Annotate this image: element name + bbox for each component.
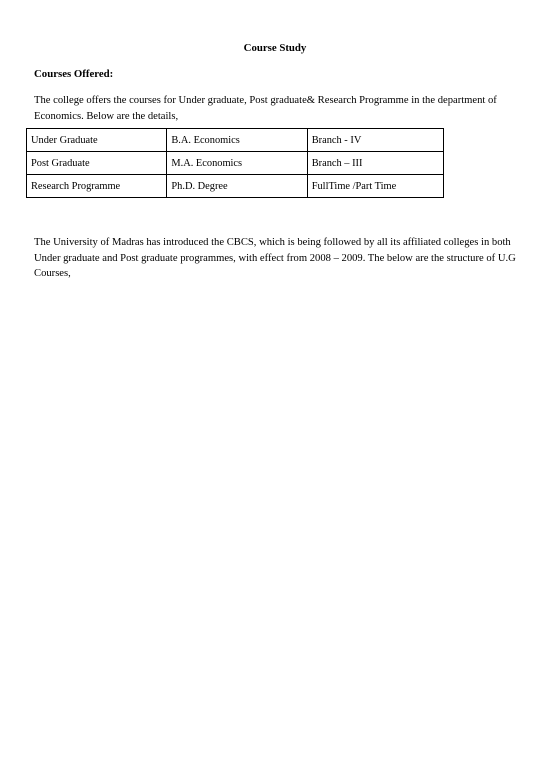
table-cell-branch: Branch - IV [307,129,443,152]
table-row [27,129,444,152]
table-cell-degree: Ph.D. Degree [167,175,307,198]
table-cell-degree: B.A. Economics [167,129,307,152]
table-cell-branch: FullTime /Part Time [307,175,443,198]
table-cell-degree: M.A. Economics [167,152,307,175]
table-row [27,152,444,175]
cbcs-paragraph: The University of Madras has introduced the CBCS, which is being followed by all its affiliated colleges in both Under graduate and Post graduate programmes, with effect from 2008 – 2009. The below are the structure of U.G Courses, [34,237,516,279]
table-cell-level: Under Graduate [27,129,167,152]
page-title: Course Study [243,42,307,54]
table-cell-level: Post Graduate [27,152,167,175]
section-heading-courses-offered: Courses Offered: [34,68,114,80]
courses-table [26,128,444,198]
intro-paragraph: The college offers the courses for Under graduate, Post graduate& Research Programme in the department of Economics. Below are the details, [34,95,497,122]
table-row [27,175,444,198]
table-cell-branch: Branch – III [307,152,443,175]
table-cell-level: Research Programme [27,175,167,198]
